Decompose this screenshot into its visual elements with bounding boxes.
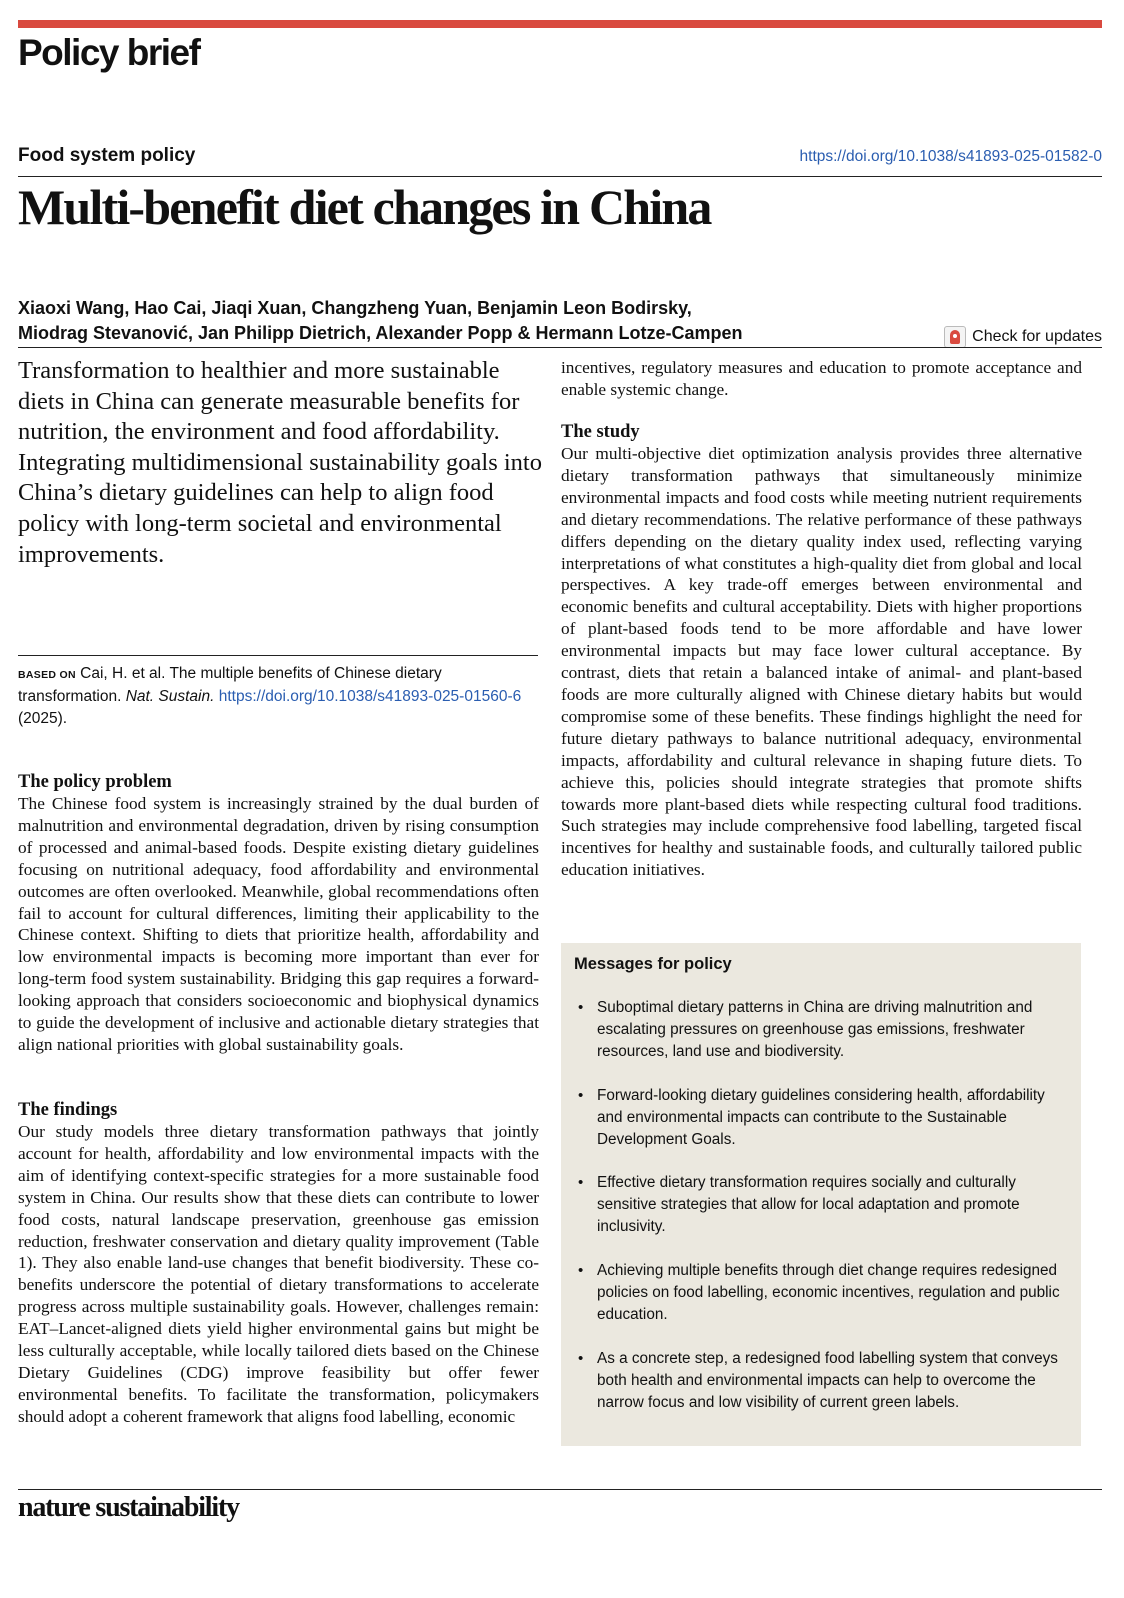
message-item: • As a concrete step, a redesigned food labelling system that conveys both health and environmental impacts can help to overcome the narrow focus and low visibility of current green labels. [574, 1348, 1067, 1414]
check-for-updates-label: Check for updates [972, 328, 1102, 345]
section-label: Food system policy [18, 145, 196, 166]
findings-continuation-text: incentives, regulatory measures and education to promote acceptance and enable systemic change. [561, 358, 1082, 399]
brief-type-heading: Policy brief [18, 32, 200, 73]
article-title: Multi-benefit diet changes in China [18, 179, 711, 235]
article-doi-link[interactable]: https://doi.org/10.1038/s41893-025-01582-0 [799, 148, 1102, 165]
citation-doi-link[interactable]: https://doi.org/10.1038/s41893-025-01560-6 [218, 688, 522, 705]
citation-text: Cai, H. et al. The multiple benefits of Chinese dietary transformation. [18, 665, 442, 705]
study-heading: The study [561, 422, 640, 442]
findings-section [18, 1099, 539, 1428]
based-on-citation [18, 663, 538, 730]
study-section [561, 421, 1082, 881]
journal-logo: nature sustainability [18, 1492, 239, 1523]
policy-problem-section [18, 771, 539, 1056]
check-for-updates-icon [944, 326, 966, 348]
study-text: Our multi-objective diet optimization analysis provides three alternative dietary transformation pathways that simultaneously minimize environmental impacts and food costs while meeting nutrient requirements and dietary recommendations. The relative performance of these pathways differs depending on the dietary quality index used, reflecting varying interpretations of what constitutes a high-quality diet from global and local perspectives. A key trade-off emerges between environmental and economic benefits and cultural acceptability. Diets with higher proportions of plant-based foods tend to be more affordable and have lower environmental impacts but may face lower cultural acceptance. By contrast, diets that retain a balanced intake of animal- and plant-based foods are more culturally aligned with Chinese dietary habits but would compromise some of these benefits. These findings highlight the need for future dietary pathways to balance nutritional adequacy, environmental impacts, affordability and cultural relevance in shaping future diets. To achieve this, policies should integrate strategies that promote shifts towards more plant-based diets while respecting cultural food traditions. Such strategies may include comprehensive food labelling, targeted fiscal incentives for healthy and sustainable foods, and culturally tailored public education initiatives. [561, 444, 1082, 880]
citation-year: (2025). [18, 710, 68, 727]
findings-text: Our study models three dietary transformation pathways that jointly account for health, affordability and low environmental impacts with the aim of identifying context-specific strategies for a more sustainable food system in China. Our results show that these diets can contribute to lower food costs, natural landscape preservation, greenhouse gas emission reduction, freshwater conservation and dietary quality improvement (Table 1). They also enable land-use changes that benefit biodiversity. These co-benefits underscore the potential of dietary transformations to accelerate progress across multiple sustainability goals. However, challenges remain: EAT–Lancet-aligned diets yield higher environmental gains but might be less culturally acceptable, while locally tailored diets based on the Chinese Dietary Guidelines (CDG) improve feasibility but offer fewer environmental benefits. To facilitate the transformation, policymakers should adopt a coherent framework that aligns food labelling, economic [18, 1122, 539, 1426]
section-divider [18, 176, 1102, 177]
standfirst: Transformation to healthier and more sustainable diets in China can generate measurable benefits for nutrition, the environment and food affordability. Integrating multidimensional sustainability goals into China’s dietary guidelines can help to align food policy with long-term societal and environmental improvements. [18, 357, 542, 568]
footer-divider [18, 1489, 1102, 1490]
messages-for-policy-box [561, 943, 1081, 1446]
messages-list [574, 997, 1067, 1414]
top-accent-rule [18, 20, 1102, 28]
message-item: • Forward-looking dietary guidelines considering health, affordability and environmental impacts can contribute to the Sustainable Development Goals. [574, 1085, 1067, 1151]
based-on-tag: BASED ON [18, 669, 76, 681]
citation-journal: Nat. Sustain. [125, 688, 215, 705]
check-for-updates-button[interactable] [944, 326, 1102, 348]
message-item: • Achieving multiple benefits through diet change requires redesigned policies on food labelling, economic incentives, regulation and public education. [574, 1260, 1067, 1326]
policy-problem-heading: The policy problem [18, 772, 172, 792]
author-line-1: Xiaoxi Wang, Hao Cai, Jiaqi Xuan, Changzheng Yuan, Benjamin Leon Bodirsky, [18, 298, 692, 318]
authors-divider [18, 347, 1102, 348]
author-line-2: Miodrag Stevanović, Jan Philipp Dietrich, Alexander Popp & Hermann Lotze-Campen [18, 323, 743, 343]
message-item: • Suboptimal dietary patterns in China are driving malnutrition and escalating pressures on greenhouse gas emissions, freshwater resources, land use and biodiversity. [574, 997, 1067, 1063]
messages-heading: Messages for policy [574, 955, 732, 973]
findings-continuation [561, 357, 1082, 401]
author-list [18, 296, 898, 346]
policy-problem-text: The Chinese food system is increasingly strained by the dual burden of malnutrition and environmental degradation, driven by rising consumption of processed and animal-based foods. Despite existing dietary guidelines focusing on nutritional adequacy, food affordability and environmental outcomes are often overlooked. Meanwhile, global recommendations often fail to account for cultural differences, limiting their applicability to the Chinese context. Shifting to diets that prioritize health, affordability and low environmental impacts is becoming more important than ever for long-term food system sustainability. Bridging this gap requires a forward-looking approach that considers socioeconomic and biophysical dynamics to guide the development of inclusive and actionable dietary strategies that align national priorities with global sustainability goals. [18, 794, 539, 1054]
based-on-divider [18, 655, 538, 656]
findings-heading: The findings [18, 1100, 118, 1120]
message-item: • Effective dietary transformation requires socially and culturally sensitive strategies that allow for local adaptation and promote inclusivity. [574, 1172, 1067, 1238]
